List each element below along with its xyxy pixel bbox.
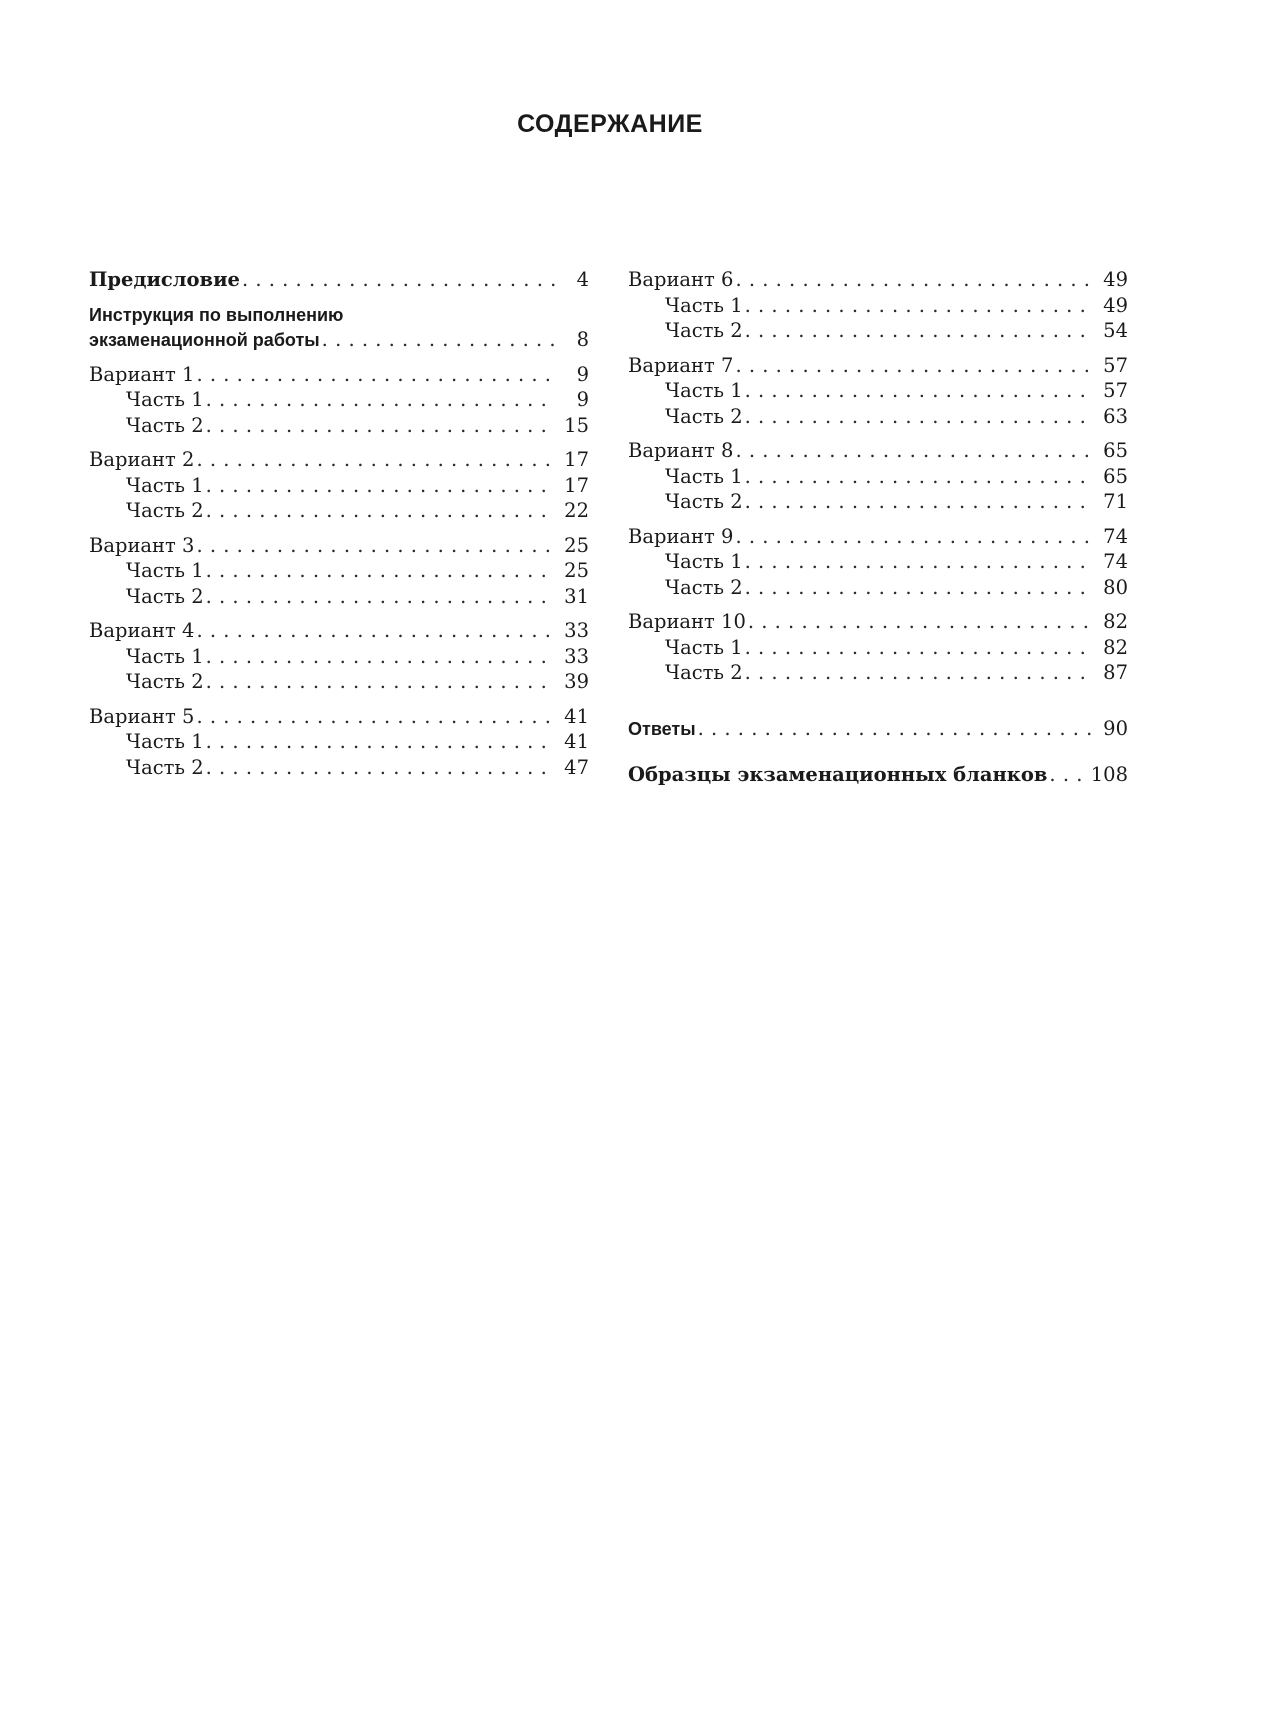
toc-page-number: 25 bbox=[564, 559, 589, 582]
toc-label: Ответы bbox=[628, 718, 696, 739]
leader-dots bbox=[745, 576, 1094, 599]
toc-label: Часть 2 bbox=[665, 661, 743, 684]
page-title: СОДЕРЖАНИЕ bbox=[517, 110, 703, 138]
toc-label: Часть 1 bbox=[126, 730, 204, 753]
toc-entry-variant-5-part-2[interactable] bbox=[89, 756, 589, 782]
leader-dots bbox=[206, 756, 555, 779]
toc-page-number: 33 bbox=[564, 644, 589, 668]
toc-entry-variant-8-part-2[interactable] bbox=[628, 490, 1128, 516]
leader-dots bbox=[745, 379, 1094, 402]
toc-page-number: 80 bbox=[1103, 575, 1128, 599]
toc-entry-variant-4[interactable] bbox=[89, 619, 589, 645]
toc-page-number: 90 bbox=[1103, 716, 1128, 740]
toc-entry-variant-2-part-1[interactable] bbox=[89, 474, 589, 500]
toc-page-number: 15 bbox=[564, 413, 589, 437]
leader-dots bbox=[1049, 763, 1084, 786]
toc-entry-variant-9-part-1[interactable] bbox=[628, 550, 1128, 576]
toc-label: Часть 1 bbox=[665, 464, 743, 488]
leader-dots bbox=[242, 268, 555, 291]
toc-entry-variant-3-part-1[interactable] bbox=[89, 559, 589, 585]
leader-dots bbox=[196, 705, 555, 728]
leader-dots bbox=[206, 474, 555, 497]
toc-page-number: 87 bbox=[1103, 661, 1128, 684]
toc-entry-variant-6-part-2[interactable] bbox=[628, 319, 1128, 345]
toc-entry-variant-1[interactable] bbox=[89, 363, 589, 389]
leader-dots bbox=[206, 670, 555, 693]
toc-entry-variant-7-part-1[interactable] bbox=[628, 379, 1128, 405]
leader-dots bbox=[745, 661, 1094, 684]
leader-dots bbox=[206, 499, 555, 522]
toc-page-number: 22 bbox=[564, 499, 589, 522]
toc-entry-variant-7[interactable] bbox=[628, 354, 1128, 380]
toc-label: Часть 1 bbox=[665, 550, 743, 573]
toc-entry-instruction-line1[interactable]: Инструкция по выполнению bbox=[89, 304, 344, 325]
leader-dots bbox=[206, 730, 555, 753]
toc-page-number: 82 bbox=[1103, 610, 1128, 633]
leader-dots bbox=[206, 645, 555, 668]
toc-page-number: 82 bbox=[1103, 635, 1128, 659]
leader-dots bbox=[206, 414, 555, 437]
leader-dots bbox=[206, 559, 555, 582]
toc-entry-variant-10[interactable] bbox=[628, 610, 1128, 636]
toc-entry-variant-2-part-2[interactable] bbox=[89, 499, 589, 525]
toc-page-number: 47 bbox=[564, 755, 589, 779]
toc-label: Часть 1 bbox=[126, 644, 204, 668]
toc-right-column bbox=[628, 268, 1128, 789]
toc-page-number: 65 bbox=[1103, 464, 1128, 488]
toc-entry-variant-2[interactable] bbox=[89, 448, 589, 474]
leader-dots bbox=[745, 465, 1094, 488]
toc-label: Предисловие bbox=[89, 268, 240, 291]
toc-entry-instruction[interactable] bbox=[89, 328, 589, 354]
toc-label: Часть 2 bbox=[665, 404, 743, 428]
toc-label: Часть 1 bbox=[665, 379, 743, 402]
toc-label: Часть 2 bbox=[126, 755, 204, 779]
toc-label: Часть 2 bbox=[665, 319, 743, 342]
toc-entry-variant-3-part-2[interactable] bbox=[89, 585, 589, 611]
toc-page-number: 17 bbox=[564, 473, 589, 497]
toc-page-number: 39 bbox=[564, 670, 589, 693]
toc-page-number: 57 bbox=[1103, 379, 1128, 402]
toc-page-number: 63 bbox=[1103, 404, 1128, 428]
leader-dots bbox=[745, 319, 1094, 342]
toc-entry-variant-4-part-2[interactable] bbox=[89, 670, 589, 696]
leader-dots bbox=[206, 388, 555, 411]
leader-dots bbox=[206, 585, 555, 608]
toc-entry-answers[interactable] bbox=[628, 717, 1128, 743]
toc-label: Часть 1 bbox=[126, 473, 204, 497]
leader-dots bbox=[748, 610, 1094, 633]
toc-label: Вариант 10 bbox=[628, 610, 746, 633]
leader-dots bbox=[196, 363, 555, 386]
leader-dots bbox=[735, 354, 1094, 377]
leader-dots bbox=[196, 448, 555, 471]
toc-entry-variant-4-part-1[interactable] bbox=[89, 645, 589, 671]
toc-entry-variant-6[interactable] bbox=[628, 268, 1128, 294]
leader-dots bbox=[196, 619, 555, 642]
toc-label: Часть 1 bbox=[665, 293, 743, 317]
leader-dots bbox=[698, 717, 1094, 740]
toc-entry-variant-1-part-2[interactable] bbox=[89, 414, 589, 440]
leader-dots bbox=[745, 550, 1094, 573]
toc-page-number: 8 bbox=[576, 328, 589, 351]
leader-dots bbox=[735, 525, 1094, 548]
toc-label: Вариант 8 bbox=[628, 439, 734, 462]
toc-label: Вариант 7 bbox=[628, 353, 734, 377]
toc-label: Часть 1 bbox=[126, 388, 204, 411]
toc-entry-variant-3[interactable] bbox=[89, 534, 589, 560]
toc-page-number: 17 bbox=[564, 448, 589, 471]
toc-entry-variant-9-part-2[interactable] bbox=[628, 576, 1128, 602]
toc-entry-variant-5-part-1[interactable] bbox=[89, 730, 589, 756]
toc-page-number: 74 bbox=[1103, 524, 1128, 548]
leader-dots bbox=[745, 490, 1094, 513]
toc-entry-variant-10-part-1[interactable] bbox=[628, 636, 1128, 662]
toc-label: Вариант 2 bbox=[89, 448, 195, 471]
toc-entry-variant-9[interactable] bbox=[628, 525, 1128, 551]
toc-page-number: 4 bbox=[576, 268, 589, 291]
toc-label: Часть 1 bbox=[665, 635, 743, 659]
toc-page-number: 31 bbox=[564, 584, 589, 608]
toc-page-number: 49 bbox=[1103, 293, 1128, 317]
toc-label: Часть 2 bbox=[665, 575, 743, 599]
toc-page-number: 71 bbox=[1103, 490, 1128, 513]
toc-entry-variant-7-part-2[interactable] bbox=[628, 405, 1128, 431]
toc-label: Часть 2 bbox=[126, 413, 204, 437]
toc-entry-variant-8-part-1[interactable] bbox=[628, 465, 1128, 491]
toc-page-number: 74 bbox=[1103, 550, 1128, 573]
toc-page-number: 25 bbox=[564, 533, 589, 557]
toc-label: Вариант 6 bbox=[628, 268, 734, 291]
toc-page-number: 108 bbox=[1090, 763, 1128, 786]
leader-dots bbox=[735, 268, 1094, 291]
leader-dots bbox=[735, 439, 1094, 462]
toc-label: Образцы экзаменационных бланков bbox=[628, 763, 1048, 786]
toc-page-number: 54 bbox=[1103, 319, 1128, 342]
toc-entry-variant-8[interactable] bbox=[628, 439, 1128, 465]
toc-entry-samples[interactable] bbox=[628, 763, 1128, 789]
toc-page-number: 65 bbox=[1103, 439, 1128, 462]
toc-label: Вариант 4 bbox=[89, 619, 195, 642]
toc-entry-variant-1-part-1[interactable] bbox=[89, 388, 589, 414]
leader-dots bbox=[322, 328, 555, 351]
leader-dots bbox=[745, 405, 1094, 428]
toc-label: Часть 2 bbox=[665, 490, 743, 513]
toc-page-number: 57 bbox=[1103, 353, 1128, 377]
toc-label: Вариант 3 bbox=[89, 533, 195, 557]
toc-label: Вариант 1 bbox=[89, 362, 195, 386]
leader-dots bbox=[196, 534, 555, 557]
toc-page-number: 33 bbox=[564, 619, 589, 642]
toc-label: экзаменационной работы bbox=[89, 330, 320, 350]
toc-page-number: 41 bbox=[564, 704, 589, 728]
toc-label: Вариант 5 bbox=[89, 704, 195, 728]
toc-page-number: 49 bbox=[1103, 268, 1128, 291]
toc-entry-variant-6-part-1[interactable] bbox=[628, 294, 1128, 320]
toc-label: Часть 2 bbox=[126, 584, 204, 608]
toc-page-number: 41 bbox=[564, 730, 589, 753]
leader-dots bbox=[745, 636, 1094, 659]
toc-label: Часть 2 bbox=[126, 499, 204, 522]
toc-page-number: 9 bbox=[576, 388, 589, 411]
toc-entry-variant-5[interactable] bbox=[89, 705, 589, 731]
toc-left-column bbox=[89, 268, 589, 781]
toc-label: Часть 1 bbox=[126, 559, 204, 582]
toc-page-number: 9 bbox=[576, 362, 589, 386]
toc-label: Вариант 9 bbox=[628, 524, 734, 548]
toc-entry-variant-10-part-2[interactable] bbox=[628, 661, 1128, 687]
leader-dots bbox=[745, 294, 1094, 317]
toc-label: Часть 2 bbox=[126, 670, 204, 693]
toc-entry-preface[interactable] bbox=[89, 268, 589, 294]
